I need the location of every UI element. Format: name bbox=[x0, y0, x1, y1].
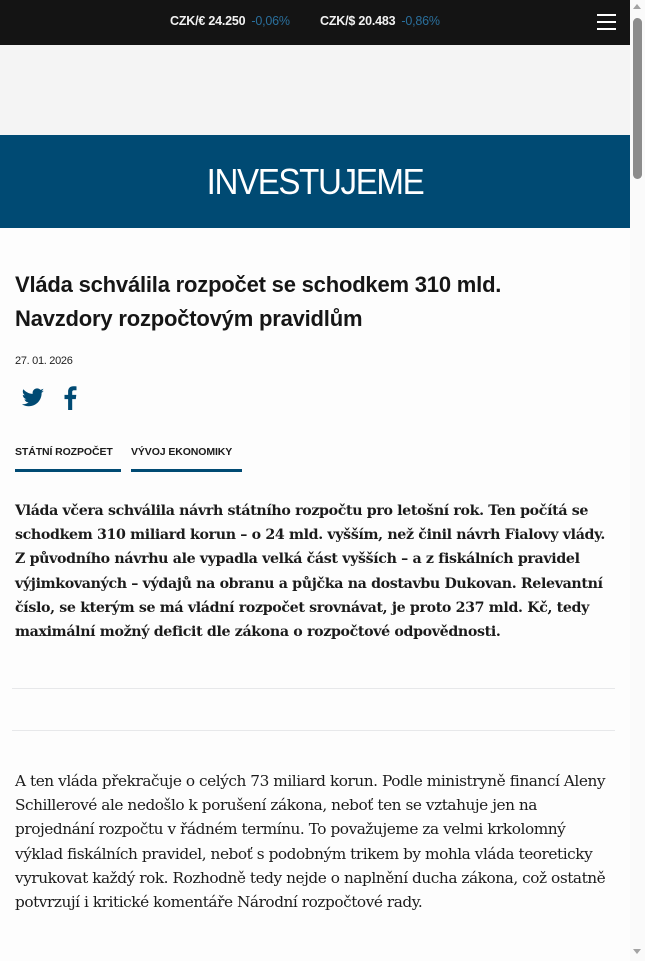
twitter-icon bbox=[21, 386, 45, 410]
tag-statni-rozpocet[interactable]: STÁTNÍ ROZPOČET bbox=[15, 446, 121, 472]
rate-czk-eur bbox=[170, 14, 290, 28]
article-lead: Vláda včera schválila návrh státního rozpočtu pro letošní rok. Ten počítá se schodkem 310 miliard korun – o 24 mld. vyšším, než činil návrh Fialovy vlády. Z původního návrhu ale vypadla velká část vyšších – a z fiskálních pravidel výjimkovaných – výdajů na obranu a půjčka na dostavbu Dukovan. Relevantní číslo, se kterým se má vládní rozpočet srovnávat, je proto 237 mld. Kč, tedy maximální možný deficit dle zákona o rozpočtové odpovědnosti. bbox=[15, 503, 605, 641]
hamburger-menu-icon[interactable] bbox=[597, 13, 616, 30]
rate-value: CZK/$ 20.483 bbox=[320, 14, 396, 28]
site-logo[interactable]: INVESTUJEME bbox=[206, 161, 424, 202]
article-title: Vláda schválila rozpočet se schodkem 310 mld. Navzdory rozpočtovým pravidlům bbox=[15, 272, 502, 331]
rate-czk-usd bbox=[320, 14, 440, 28]
article-date: 27. 01. 2026 bbox=[15, 355, 73, 367]
divider bbox=[12, 730, 615, 731]
share-twitter-button[interactable] bbox=[21, 386, 45, 412]
menu-bar bbox=[597, 21, 616, 23]
currency-ticker-bar bbox=[0, 0, 630, 45]
scrollbar-thumb[interactable] bbox=[633, 18, 642, 179]
rate-change: -0,86% bbox=[401, 14, 440, 28]
ad-placeholder bbox=[0, 45, 630, 135]
rate-value: CZK/€ 24.250 bbox=[170, 14, 246, 28]
facebook-icon bbox=[62, 386, 78, 410]
divider bbox=[12, 688, 615, 689]
share-facebook-button[interactable] bbox=[62, 386, 78, 412]
tag-vyvoj-ekonomiky[interactable]: VÝVOJ EKONOMIKY bbox=[131, 446, 242, 472]
vertical-scrollbar[interactable] bbox=[630, 0, 645, 961]
scroll-up-arrow-icon[interactable] bbox=[633, 4, 641, 9]
scroll-down-arrow-icon[interactable] bbox=[633, 949, 641, 954]
menu-bar bbox=[597, 14, 616, 16]
article-paragraph: A ten vláda překračuje o celých 73 miliard korun. Podle ministryně financí Aleny Schillerové ale nedošlo k porušení zákona, neboť ten se vztahuje jen na projednání rozpočtu v řádném termínu. To považujeme za velmi krkolomný výklad fiskálních pravidel, neboť s podobným trikem by mohla vláda teoreticky vyrukovat každý rok. Rozhodně tedy nejde o naplnění ducha zákona, což ostatně potvrzují i kritické komentáře Národní rozpočtové rady. bbox=[15, 772, 606, 912]
menu-bar bbox=[597, 28, 616, 30]
brand-banner[interactable] bbox=[0, 135, 630, 228]
rate-change: -0,06% bbox=[251, 14, 290, 28]
